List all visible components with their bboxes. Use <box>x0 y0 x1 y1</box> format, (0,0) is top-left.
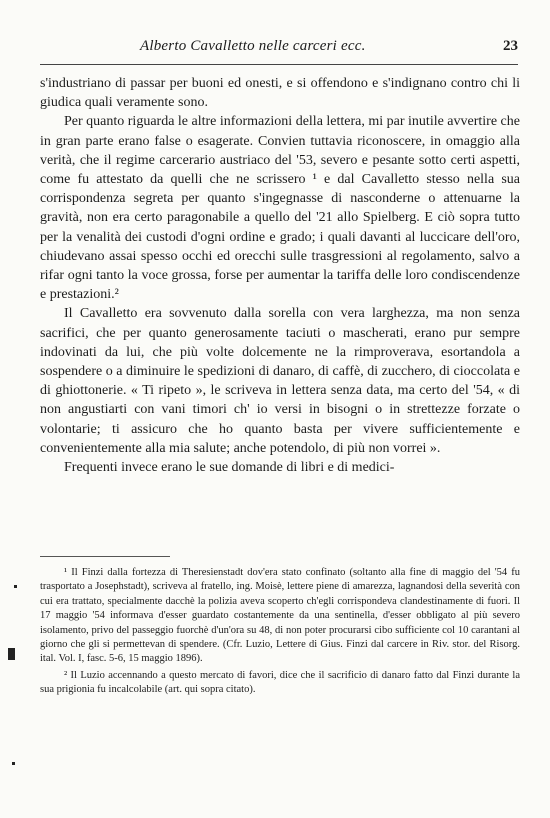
margin-mark <box>8 648 15 660</box>
paragraph: Frequenti invece erano le sue domande di libri e di medici- <box>64 460 395 476</box>
running-head: Alberto Cavalletto nelle carceri ecc. <box>140 38 366 54</box>
paragraph: Per quanto riguarda le altre informazioni della lettera, mi par inutile avvertire che in gran parte erano false o esagerate. Convien tuttavia riconoscere, in omaggio alla verità, che il regime carcerario austriaco del '53, severo e pesante sotto certi aspetti, come fu attestato da quelli che ne scrissero ¹ e dal Cavalletto stesso nella sua corrispondenza segreta per quanto s'ingegnasse di nasconderne o attenuarne la gravità, non era certo paragonabile a quello del '21 allo Spielberg. E ciò sopra tutto per la venalità dei custodi d'ogni ordine e grado; i quali davanti al luccicare dell'oro, chiudevano assai spesso occhi ed orecchi sulle trasgressioni al regolamento, salvo a rifar ogni tanto la voce grossa, forse per aumentar la tariffa delle loro condiscendenze e prestazioni.² <box>40 114 520 303</box>
paragraph: Il Cavalletto era sovvenuto dalla sorella con vera larghezza, ma non senza sacrifici, che per quanto generosamente taciuti o mascherati, erano pur sempre indovinati da lui, che più volte dolcemente ne la rimproverava, esortandola a sospendere o a diminuire le spedizioni di danaro, di caffè, di zucchero, di cioccolata e di ghiottonerie. « Ti ripeto », le scriveva in lettera senza data, ma certo del '54, « di non angustiarti con vani timori ch' io versi in bisogni o in strettezze forzate o volontarie; ti assicuro che ho quanto basta per vivere sufficientemente e convenientemente alla mia salute; anche potendolo, di più non vorrei ». <box>40 306 520 456</box>
page-header <box>40 38 518 58</box>
footnote-rule <box>40 556 170 557</box>
header-rule <box>40 64 518 65</box>
footnotes <box>40 566 520 700</box>
paragraph: s'industriano di passar per buoni ed onesti, e si offendono e s'indignano contro chi li giudica quali veramente sono. <box>40 76 520 111</box>
footnote: ¹ Il Finzi dalla fortezza di Theresienstadt dov'era stato confinato (soltanto alla fine di maggio del '54 fu trasportato a Josephstadt), scriveva al fratello, ing. Moisè, lettere piene di amarezza, lagnandosi della severità con cui era trattato, specialmente dacchè la polizia aveva scoperto ch'egli corrispondeva clandestinamente di fuori. Il 17 maggio '54 informava d'esser guardato costantemente da una sentinella, d'esser obbligato al più severo isolamento, privo del passeggio fuorchè d'un'ora su 48, di non poter procurarsi cibo sufficiente col 10 carantani al giorno che gli si permettevan di spendere. (Cfr. Luzio, Lettere di Gius. Finzi dal carcere in Riv. stor. del Risorg. ital. Vol. I, fasc. 5-6, 15 maggio 1896). <box>40 567 520 665</box>
margin-mark <box>12 762 15 765</box>
margin-mark <box>14 585 17 588</box>
footnote: ² Il Luzio accennando a questo mercato di favori, dice che il sacrificio di danaro fatto dal Finzi durante la sua prigionia fu incalcolabile (art. qui sopra citato). <box>40 669 520 696</box>
main-text <box>40 74 520 477</box>
page-number: 23 <box>503 38 518 54</box>
